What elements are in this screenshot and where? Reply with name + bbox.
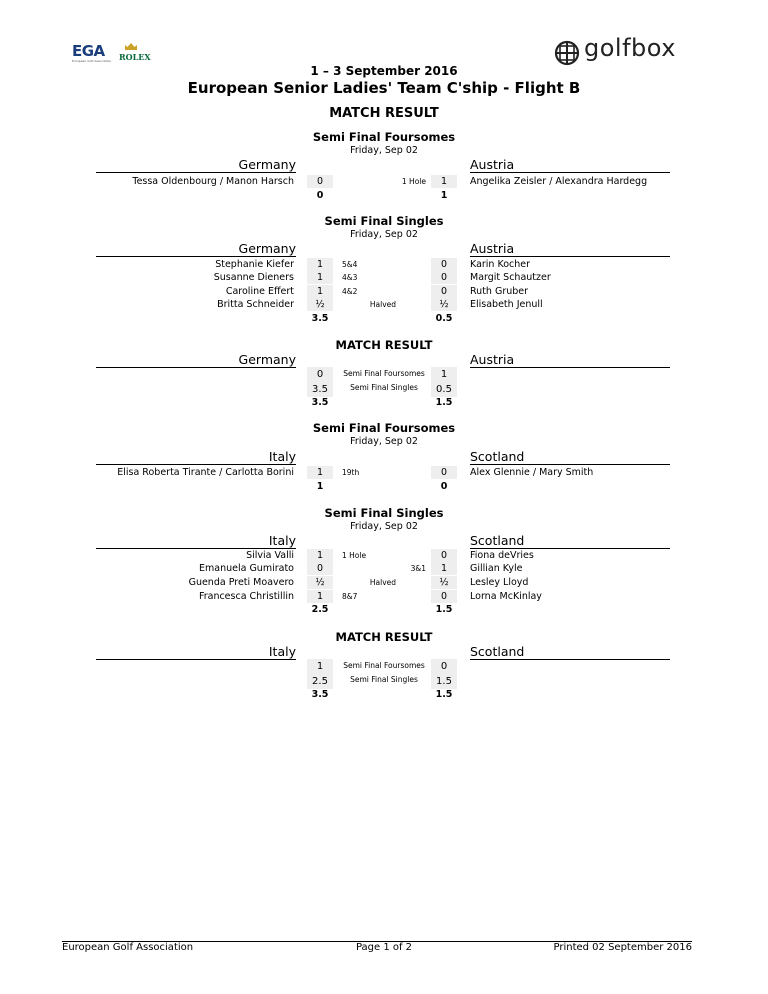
match-result: 1 Hole — [342, 551, 367, 560]
result-scores-right — [431, 659, 457, 689]
score-left: 3.5 — [312, 384, 328, 395]
player-right: Fiona deVries — [470, 550, 534, 561]
total-right: 0 — [440, 481, 448, 492]
match-result: Halved — [369, 578, 397, 587]
divider — [470, 464, 670, 465]
score-left: 1 — [307, 466, 333, 479]
divider — [96, 367, 296, 368]
team-left: Italy — [268, 449, 296, 464]
score-right: 0 — [431, 285, 457, 298]
score-left: 1 — [307, 271, 333, 284]
ega-logo-subtext: European Golf Association — [72, 59, 112, 63]
divider — [470, 172, 670, 173]
match-result: 1 Hole — [401, 177, 426, 186]
player-left: Francesca Christillin — [198, 591, 294, 602]
ega-logo-text: EGA — [72, 42, 105, 60]
player-left: Emanuela Gumirato — [199, 563, 294, 574]
player-right: Elisabeth Jenull — [470, 299, 543, 310]
result-label: Semi Final Singles — [350, 383, 418, 392]
divider — [96, 256, 296, 257]
section-date: Friday, Sep 02 — [350, 436, 418, 447]
score-right: 0 — [431, 258, 457, 271]
total-right: 1.5 — [435, 604, 453, 615]
team-right: Austria — [470, 241, 515, 256]
player-left: Silvia Valli — [246, 550, 294, 561]
ega-logo — [72, 42, 152, 64]
team-left: Germany — [238, 157, 296, 172]
result-label: Semi Final Singles — [350, 675, 418, 684]
score-right: 0 — [431, 271, 457, 284]
player-right: Ruth Gruber — [470, 286, 529, 297]
section-title: Semi Final Singles — [324, 506, 444, 520]
rolex-logo-text: ROLEX — [119, 52, 151, 62]
match-result: 3&1 — [410, 564, 426, 573]
score-right: 1 — [431, 562, 457, 575]
score-right: 1 — [440, 369, 448, 380]
section-date: Friday, Sep 02 — [350, 229, 418, 240]
score-right: 0.5 — [436, 384, 452, 395]
golfbox-logo-text: golfbox — [584, 34, 676, 62]
player-left: Elisa Roberta Tirante / Carlotta Borini — [117, 467, 294, 478]
total-left: 3.5 — [311, 689, 329, 700]
divider — [470, 256, 670, 257]
score-left: 1 — [316, 661, 324, 672]
player-right: Gillian Kyle — [470, 563, 523, 574]
team-left: Italy — [268, 644, 296, 659]
total-left: 3.5 — [311, 397, 329, 408]
player-left: Caroline Effert — [225, 286, 294, 297]
section-date: Friday, Sep 02 — [350, 145, 418, 156]
score-left: ½ — [307, 298, 333, 311]
golfball-icon — [554, 40, 580, 66]
rolex-crown-icon — [124, 42, 138, 51]
player-right: Margit Schautzer — [470, 272, 551, 283]
team-right: Austria — [470, 352, 515, 367]
divider — [470, 367, 670, 368]
match-result: 4&2 — [342, 287, 358, 296]
score-right: 1.5 — [436, 676, 452, 687]
score-right: ½ — [431, 298, 457, 311]
match-result: 8&7 — [342, 592, 358, 601]
team-right: Scotland — [470, 533, 525, 548]
player-right: Karin Kocher — [470, 259, 531, 270]
score-left: 1 — [307, 549, 333, 562]
total-left: 2.5 — [311, 604, 329, 615]
player-right: Lesley Lloyd — [470, 577, 529, 588]
score-left: 1 — [307, 285, 333, 298]
page-title: European Senior Ladies' Team C'ship - Flight B — [187, 79, 581, 97]
team-left: Germany — [238, 352, 296, 367]
player-left: Stephanie Kiefer — [215, 259, 294, 270]
match-result-title: MATCH RESULT — [335, 338, 433, 352]
score-left: 0 — [307, 562, 333, 575]
score-left: 0 — [316, 369, 324, 380]
event-dates: 1 – 3 September 2016 — [310, 64, 458, 78]
match-result-title: MATCH RESULT — [335, 630, 433, 644]
match-result: 4&3 — [342, 273, 358, 282]
section-title: Semi Final Singles — [324, 214, 444, 228]
result-scores-right — [431, 367, 457, 397]
printed-date: Printed 02 September 2016 — [553, 942, 692, 953]
divider — [470, 659, 670, 660]
match-result: 19th — [342, 468, 360, 477]
team-left: Italy — [268, 533, 296, 548]
total-right: 0.5 — [435, 313, 453, 324]
result-scores-left — [307, 367, 333, 397]
total-right: 1.5 — [435, 397, 453, 408]
score-left: 1 — [307, 590, 333, 603]
total-left: 3.5 — [311, 313, 329, 324]
score-right: 0 — [431, 466, 457, 479]
score-right: 0 — [431, 549, 457, 562]
score-right: 0 — [431, 590, 457, 603]
score-left: 2.5 — [312, 676, 328, 687]
team-right: Scotland — [470, 644, 525, 659]
player-left: Tessa Oldenbourg / Manon Harsch — [132, 176, 294, 187]
team-right: Austria — [470, 157, 515, 172]
divider — [96, 172, 296, 173]
player-right: Lorna McKinlay — [470, 591, 542, 602]
total-right: 1 — [440, 190, 448, 201]
player-right: Angelika Zeisler / Alexandra Hardegg — [470, 176, 648, 187]
player-right: Alex Glennie / Mary Smith — [470, 467, 594, 478]
match-result: Halved — [369, 300, 397, 309]
section-title: Semi Final Foursomes — [312, 130, 456, 144]
player-left: Britta Schneider — [217, 299, 294, 310]
score-right: 1 — [431, 175, 457, 188]
footer-organization: European Golf Association — [62, 942, 194, 953]
page-number: Page 1 of 2 — [355, 942, 413, 953]
player-left: Guenda Preti Moavero — [188, 577, 294, 588]
divider — [96, 659, 296, 660]
total-right: 1.5 — [435, 689, 453, 700]
result-label: Semi Final Foursomes — [343, 661, 425, 670]
result-label: Semi Final Foursomes — [343, 369, 425, 378]
match-result: 5&4 — [342, 260, 358, 269]
match-result-heading: MATCH RESULT — [329, 106, 439, 121]
score-right: ½ — [431, 576, 457, 589]
team-left: Germany — [238, 241, 296, 256]
result-scores-left — [307, 659, 333, 689]
section-date: Friday, Sep 02 — [350, 521, 418, 532]
divider — [96, 464, 296, 465]
total-left: 0 — [316, 190, 324, 201]
score-left: 0 — [307, 175, 333, 188]
total-left: 1 — [316, 481, 324, 492]
section-title: Semi Final Foursomes — [312, 421, 456, 435]
team-right: Scotland — [470, 449, 525, 464]
score-right: 0 — [440, 661, 448, 672]
score-left: ½ — [307, 576, 333, 589]
score-left: 1 — [307, 258, 333, 271]
player-left: Susanne Dieners — [213, 272, 294, 283]
